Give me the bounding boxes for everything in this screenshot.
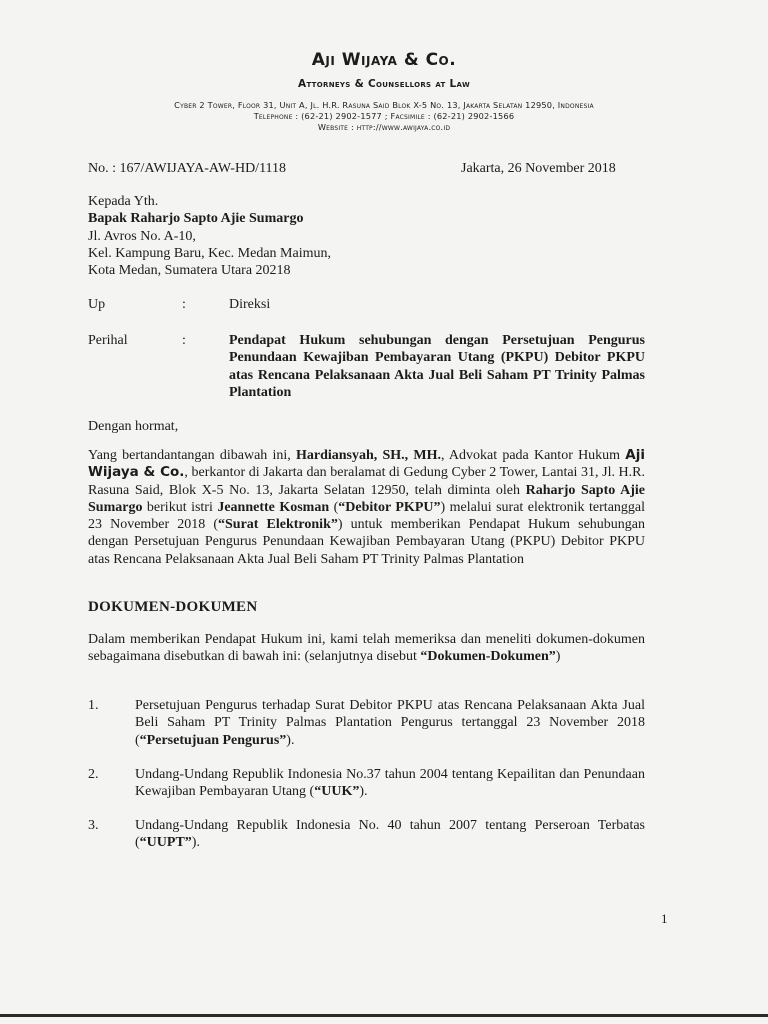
recipient-address-line: Kel. Kampung Baru, Kec. Medan Maimun, [88, 246, 331, 261]
greeting: Dengan hormat, [88, 419, 179, 434]
intro-paragraph: Yang bertandantangan dibawah ini, Hardiansyah, SH., MH., Advokat pada Kantor Hukum Aji Wijaya & Co., berkantor di Jakarta dan beralamat di Gedung Cyber 2 Tower, Lantai 31, Jl. H.R. Rasuna Said, Blok X-5 No. 13, Jakarta Selatan 12950, telah diminta oleh Raharjo Sapto Ajie Sumargo berikut istri Jeannette Kosman (“Debitor PKPU”) melalui surat elektronik tertanggal 23 November 2018 (“Surat Elektronik”) untuk memberikan Pendapat Hukum sehubungan dengan Persetujuan Pengurus Penundaan Kewajiban Pembayaran Utang (PKPU) Debitor PKPU atas Rencana Pelaksanaan Akta Jual Beli Saham PT Trinity Palmas Plantation [88, 447, 646, 567]
firm-name: Aji Wijaya & Co. [311, 50, 457, 70]
list-item: Persetujuan Pengurus terhadap Surat Debitor PKPU atas Rencana Pelaksanaan Akta Jual Beli Saham PT Trinity Palmas Plantation Pengurus tertanggal 23 November 2018 (“Persetujuan Pengurus”). [135, 698, 645, 748]
recipient-salutation: Kepada Yth. [88, 194, 159, 209]
section-heading: DOKUMEN-DOKUMEN [88, 599, 258, 615]
up-colon: : [182, 297, 186, 312]
page-number: 1 [661, 911, 668, 926]
recipient-address-line: Jl. Avros No. A-10, [88, 229, 196, 244]
reference-number: No. : 167/AWIJAYA-AW-HD/1118 [88, 161, 287, 176]
perihal-subject: Pendapat Hukum sehubungan dengan Persetujuan Pengurus Penundaan Kewajiban Pembayaran Utang (PKPU) Debitor PKPU atas Rencana Pelaksanaan Akta Jual Beli Saham PT Trinity Palmas Plantation [229, 333, 645, 400]
page-bottom-divider [0, 1014, 768, 1017]
recipient-address-line: Kota Medan, Sumatera Utara 20218 [88, 263, 291, 278]
firm-address: Cyber 2 Tower, Floor 31, Unit A, Jl. H.R. Rasuna Said Blok X-5 No. 13, Jakarta Selatan 12950, Indonesia [174, 100, 594, 110]
perihal-label: Perihal [88, 333, 128, 348]
list-item: Undang-Undang Republik Indonesia No.37 tahun 2004 tentang Kepailitan dan Penundaan Kewajiban Pembayaran Utang (“UUK”). [135, 767, 645, 800]
firm-telephone: Telephone : (62-21) 2902-1577 ; Facsimile : (62-21) 2902-1566 [253, 111, 515, 121]
firm-website: Website : http://www.awijaya.co.id [317, 122, 451, 132]
list-item-number: 2. [88, 767, 99, 782]
list-item: Undang-Undang Republik Indonesia No. 40 tahun 2007 tentang Perseroan Terbatas (“UUPT”). [135, 818, 645, 851]
up-value: Direksi [229, 297, 271, 312]
recipient-name: Bapak Raharjo Sapto Ajie Sumargo [88, 211, 304, 226]
firm-tagline: Attorneys & Counsellors at Law [298, 78, 470, 90]
place-date: Jakarta, 26 November 2018 [461, 161, 616, 176]
up-label: Up [88, 297, 106, 312]
list-item-number: 3. [88, 818, 99, 833]
perihal-colon: : [182, 333, 186, 348]
documents-intro-paragraph: Dalam memberikan Pendapat Hukum ini, kami telah memeriksa dan meneliti dokumen-dokumen sebagaimana disebutkan di bawah ini: (selanjutnya disebut “Dokumen-Dokumen”) [88, 632, 645, 665]
list-item-number: 1. [88, 698, 99, 713]
